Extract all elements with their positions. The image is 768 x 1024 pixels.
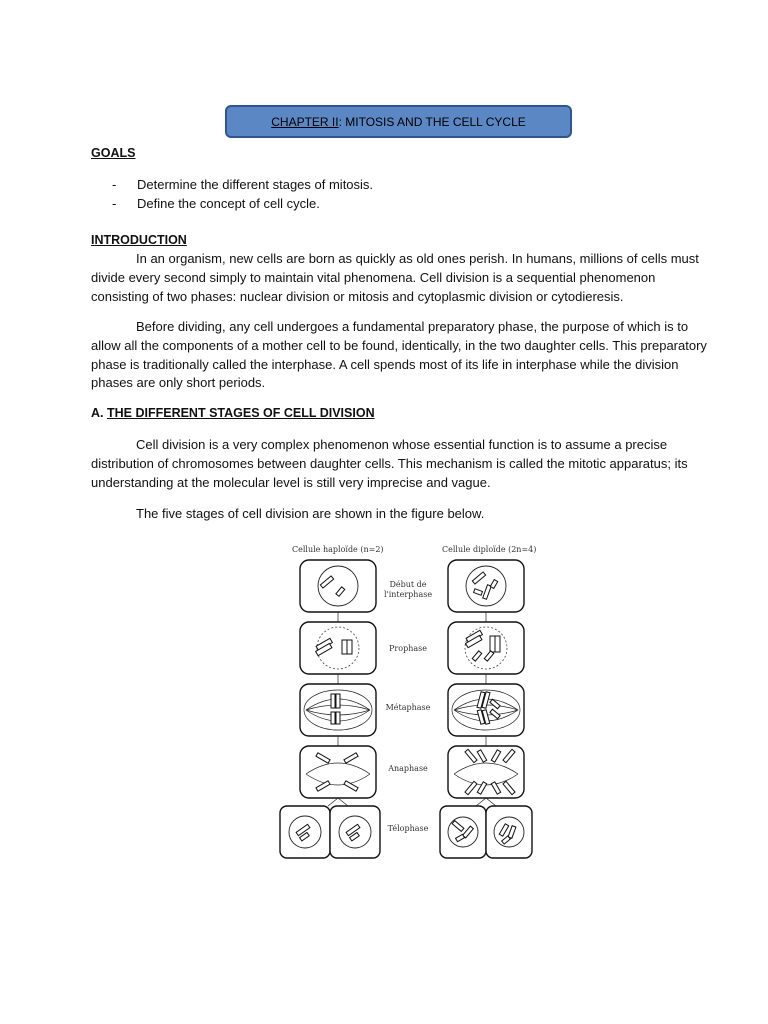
section-letter: A. xyxy=(91,406,104,420)
diploid-anaphase-cell xyxy=(448,746,524,798)
diploid-prophase-cell xyxy=(448,622,524,674)
stage-label-metaphase: Métaphase xyxy=(385,703,431,712)
intro-paragraph-1: In an organism, new cells are born as quickly as old ones perish. In humans, millions of cells must divide every second simply to maintain vital phenomena. Cell division is a sequential phenomenon consisting of two phases: nuclear division or mitosis and cytoplasmic division or cytodieresis. xyxy=(91,251,699,304)
haploid-metaphase-cell xyxy=(300,684,376,736)
goals-list xyxy=(112,176,373,213)
diploid-interphase-cell xyxy=(448,560,524,612)
bullet: - xyxy=(112,177,117,192)
mitosis-figure xyxy=(276,538,538,860)
section-a-heading xyxy=(91,406,375,420)
haploid-interphase-cell xyxy=(300,560,376,612)
chapter-number: CHAPTER II xyxy=(271,114,339,129)
goal-text: Determine the different stages of mitosis. xyxy=(137,177,374,192)
list-item xyxy=(112,195,373,214)
goal-text: Define the concept of cell cycle. xyxy=(137,195,320,211)
introduction-heading: INTRODUCTION xyxy=(91,233,187,247)
stage-label-prophase: Prophase xyxy=(389,644,427,653)
list-item xyxy=(112,176,373,195)
chapter-title-text: : MITOSIS AND THE CELL CYCLE xyxy=(338,114,526,129)
haploid-telophase-cells xyxy=(280,806,380,858)
section-a-paragraph-1: Cell division is a very complex phenomenon whose essential function is to assume a precise distribution of chromosomes between daughter cells. This mechanism is called the mitotic apparatus; its understanding at the molecular level is still very imprecise and vague. xyxy=(91,437,688,490)
bullet: - xyxy=(112,195,117,211)
stage-label-telophase: Télophase xyxy=(387,824,429,833)
stage-label-interphase-1: Début de xyxy=(389,580,427,589)
diploid-telophase-cells xyxy=(440,806,532,858)
stage-label-interphase-2: l'interphase xyxy=(383,590,433,599)
stage-label-anaphase: Anaphase xyxy=(388,764,428,773)
chapter-title xyxy=(225,105,572,138)
section-title: THE DIFFERENT STAGES OF CELL DIVISION xyxy=(106,406,375,420)
goals-heading: GOALS xyxy=(91,146,136,160)
arrow xyxy=(476,798,496,806)
col-label-diploid: Cellule diploïde (2n=4) xyxy=(442,545,537,554)
col-label-haploid: Cellule haploïde (n=2) xyxy=(292,545,384,554)
section-a-paragraph-2: The five stages of cell division are shown in the figure below. xyxy=(136,506,485,521)
diploid-metaphase-cell xyxy=(448,684,524,736)
haploid-prophase-cell xyxy=(300,622,376,674)
haploid-anaphase-cell xyxy=(300,746,376,798)
intro-paragraph-2: Before dividing, any cell undergoes a fundamental preparatory phase, the purpose of which is to allow all the components of a mother cell to be found, identically, in the two daughter cells. This preparatory phase is traditionally called the interphase. A cell spends most of its life in interphase while the division phases are only short periods. xyxy=(91,319,707,391)
arrow xyxy=(328,798,348,806)
